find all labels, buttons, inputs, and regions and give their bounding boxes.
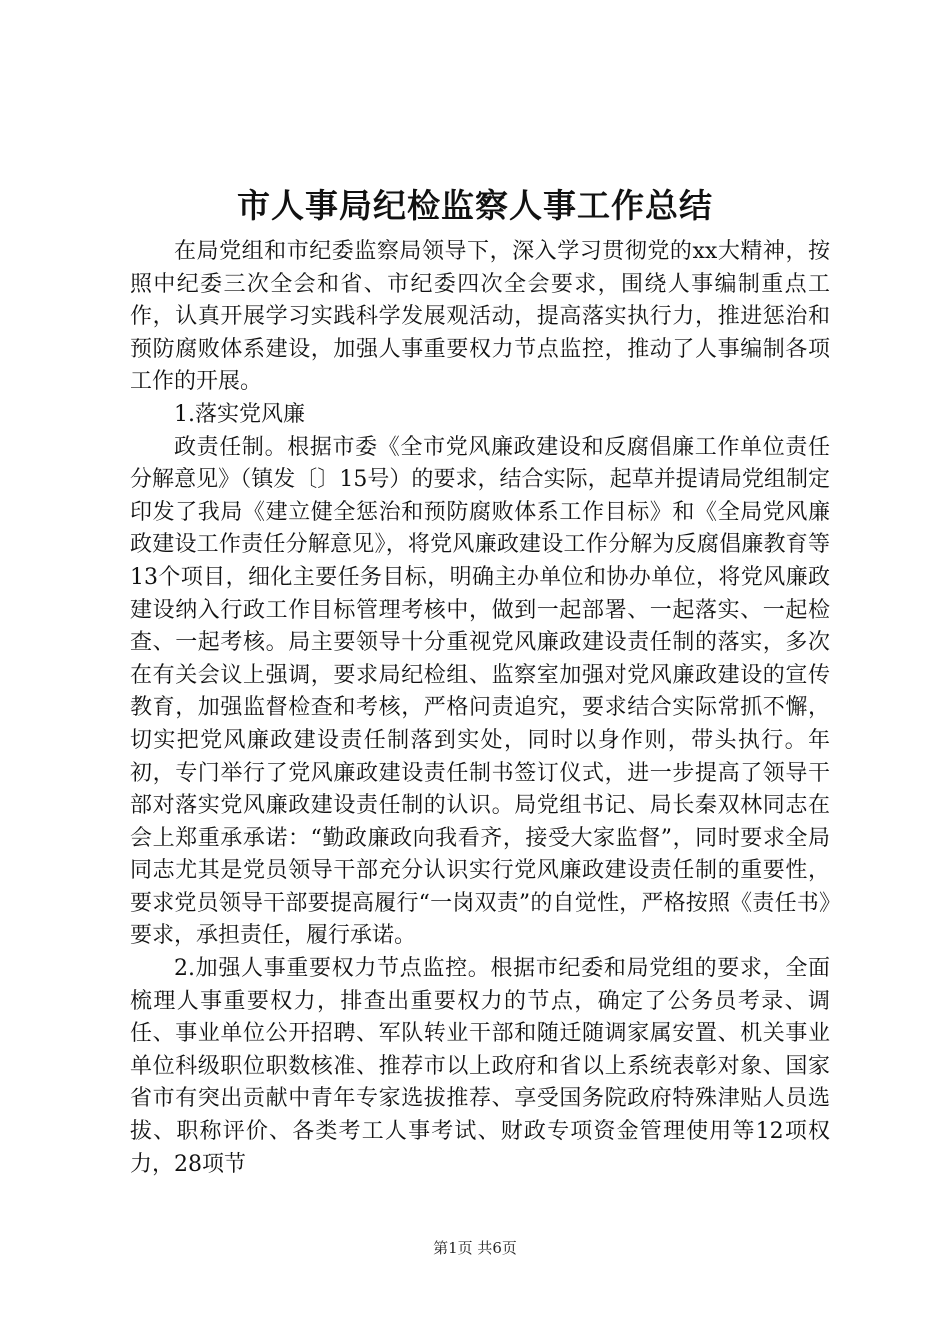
document-title: 市人事局纪检监察人事工作总结 xyxy=(237,186,713,225)
paragraph-intro: 在局党组和市纪委监察局领导下，深入学习贯彻党的xx大精神，按照中纪委三次全会和省、市纪委四次全会要求，围绕人事编制重点工作，认真开展学习实践科学发展观活动，提高落实执行力，推进惩治和预防腐败体系建设，加强人事重要权力节点监控，推动了人事编制各项工作的开展。 xyxy=(130,239,830,395)
document-body xyxy=(130,236,830,1181)
page-footer: 第1页 共6页 xyxy=(433,1239,517,1257)
paragraph-section-1-body: 政责任制。根据市委《全市党风廉政建设和反腐倡廉工作单位责任分解意见》（镇发〔〕15号）的要求，结合实际，起草并提请局党组制定印发了我局《建立健全惩治和预防腐败体系工作目标》和《全局党风廉政建设工作责任分解意见》，将党风廉政建设工作分解为反腐倡廉教育等13个项目，细化主要任务目标，明确主办单位和协办单位，将党风廉政建设纳入行政工作目标管理考核中，做到一起部署、一起落实、一起检查、一起考核。局主要领导十分重视党风廉政建设责任制的落实，多次在有关会议上强调，要求局纪检组、监察室加强对党风廉政建设的宣传教育，加强监督检查和考核，严格问责追究，要求结合实际常抓不懈，切实把党风廉政建设责任制落到实处，同时以身作则，带头执行。年初，专门举行了党风廉政建设责任制书签订仪式，进一步提高了领导干部对落实党风廉政建设责任制的认识。局党组书记、局长秦双林同志在会上郑重承承诺：“勤政廉政向我看齐，接受大家监督”，同时要求全局同志尤其是党员领导干部充分认识实行党风廉政建设责任制的重要性，要求党员领导干部要提高履行“一岗双责”的自觉性，严格按照《责任书》要求，承担责任，履行承诺。 xyxy=(130,434,830,949)
paragraph-section-2: 2.加强人事重要权力节点监控。根据市纪委和局党组的要求，全面梳理人事重要权力，排查出重要权力的节点，确定了公务员考录、调任、事业单位公开招聘、军队转业干部和随迁随调家属安置、机关事业单位科级职位职数核准、推荐市以上政府和省以上系统表彰对象、国家省市有突出贡献中青年专家选拔推荐、享受国务院政府特殊津贴人员选拔、职称评价、各类考工人事考试、财政专项资金管理使用等12项权力，28项节 xyxy=(130,956,830,1177)
paragraph-section-1-heading: 1.落实党风廉 xyxy=(174,401,305,427)
